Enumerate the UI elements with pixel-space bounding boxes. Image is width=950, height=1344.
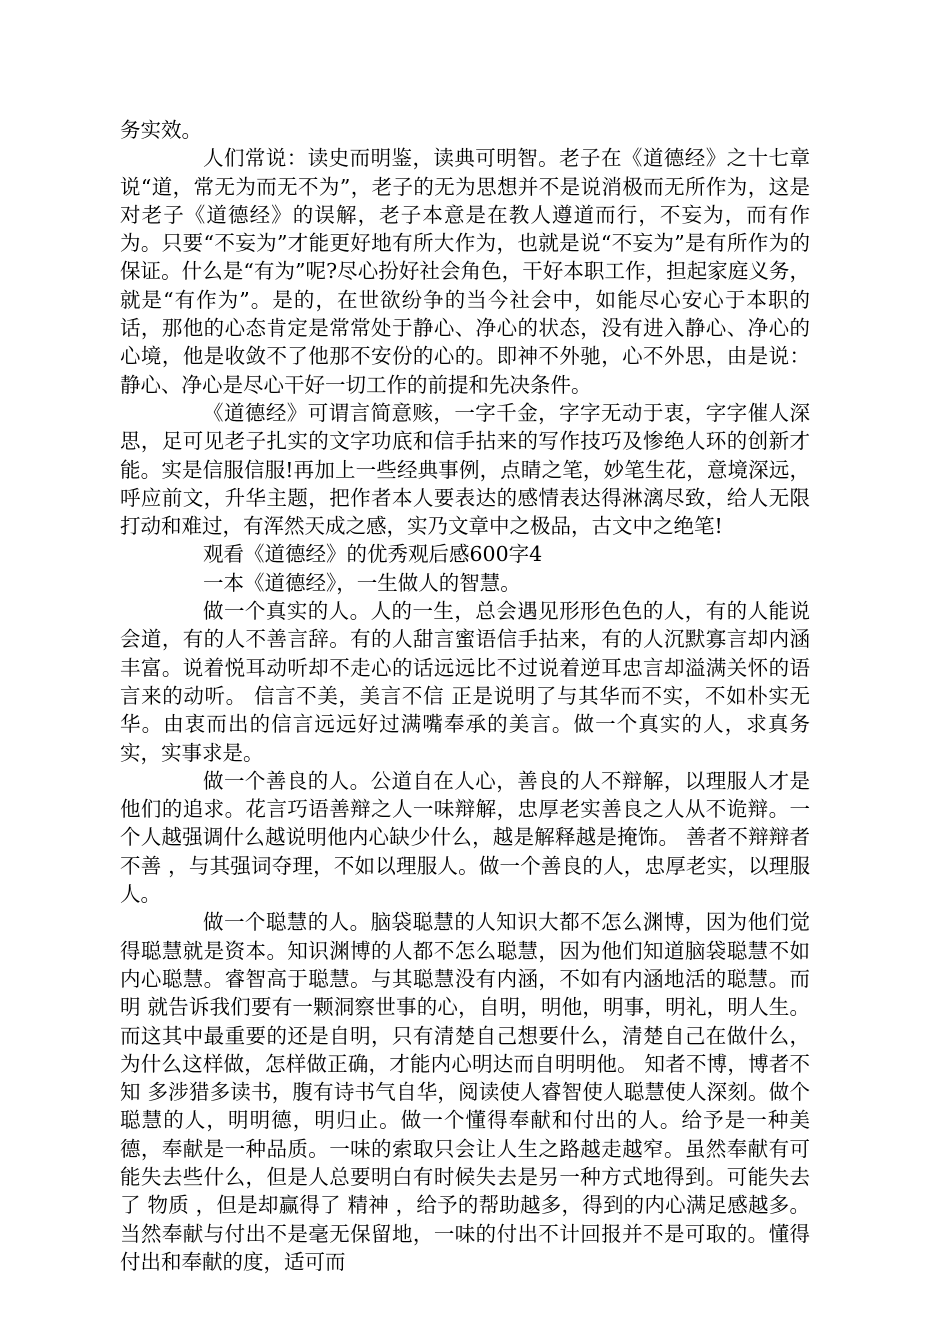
section-heading: 观看《道德经》的优秀观后感600字4 [203, 542, 543, 567]
paragraph-wise-person: 做一个聪慧的人。脑袋聪慧的人知识大都不怎么渊博，因为他们觉得聪慧就是资本。知识渊博的人都不怎么聪慧，因为他们知道脑袋聪慧不如内心聪慧。睿智高于聪慧。与其聪慧没有内涵，不如有内涵地活的聪慧。而 明 就告诉我们要有一颗洞察世事的心，自明，明他，明事，明礼，明人生。而这其中最重要的还是自明，只有清楚自己想要什么，清楚自己在做什么，为什么这样做，怎样做正确，才能内心明达而自明明他。 知者不博，博者不知 多涉猎多读书，腹有诗书气自华，阅读使人睿智使人聪慧使人深刻。做个聪慧的人，明明德，明归止。做一个懂得奉献和付出的人。给予是一种美德，奉献是一种品质。一味的索取只会让人生之路越走越窄。虽然奉献有可能失去些什么，但是人总要明白有时候失去是另一种方式地得到。可能失去了 物质 ，但是却赢得了 精神 ，给予的帮助越多，得到的内心满足感越多。当然奉献与付出不是毫无保留地，一味的付出不计回报并不是可取的。懂得付出和奉献的度，适可而 [120, 910, 810, 1274]
paragraph-intro: 一本《道德经》，一生做人的智慧。 [203, 570, 521, 595]
paragraph-daodejing-praise: 《道德经》可谓言简意赅，一字千金，字字无动于衷，字字催人深思，足可见老子扎实的文字功底和信手拈来的写作技巧及惨绝人环的创新才能。实是信服信服!再加上一些经典事例，点睛之笔，妙笔生花，意境深远，呼应前文，升华主题，把作者本人要表达的感情表达得淋漓尽致，给人无限打动和难过，有浑然天成之感，实乃文章中之极品，古文中之绝笔! [120, 400, 810, 539]
paragraph-kind-person: 做一个善良的人。公道自在人心，善良的人不辩解，以理服人才是他们的追求。花言巧语善辩之人一味辩解，忠厚老实善良之人从不诡辩。一个人越强调什么越说明他内心缺少什么，越是解释越是掩饰。 善者不辩辩者不善 ，与其强词夺理，不如以理服人。做一个善良的人，忠厚老实，以理服人。 [120, 768, 810, 907]
body-text [120, 116, 810, 1276]
paragraph-daodejing-wuwei: 人们常说：读史而明鉴，读典可明智。老子在《道德经》之十七章说“道，常无为而无不为”，老子的无为思想并不是说消极而无所作为，这是对老子《道德经》的误解，老子本意是在教人遵道而行，不妄为，而有作为。只要“不妄为”才能更好地有所大作为，也就是说“不妄为”是有所作为的保证。什么是“有为”呢?尽心扮好社会角色，干好本职工作，担起家庭义务，就是“有作为”。是的，在世欲纷争的当今社会中，如能尽心安心于本职的话，那他的心态肯定是常常处于静心、净心的状态，没有进入静心、净心的心境，他是收敛不了他那不安份的心的。即神不外驰，心不外思，由是说：静心、净心是尽心干好一切工作的前提和先决条件。 [120, 146, 810, 397]
paragraph-true-person: 做一个真实的人。人的一生，总会遇见形形色色的人，有的人能说会道，有的人不善言辞。有的人甜言蜜语信手拈来，有的人沉默寡言却内涵丰富。说着悦耳动听却不走心的话远远比不过说着逆耳忠言却溢满关怀的语言来的动听。 信言不美，美言不信 正是说明了与其华而不实，不如朴实无华。由衷而出的信言远远好过满嘴奉承的美言。做一个真实的人，求真务实，实事求是。 [120, 599, 810, 765]
paragraph-continuation: 务实效。 [120, 118, 202, 142]
